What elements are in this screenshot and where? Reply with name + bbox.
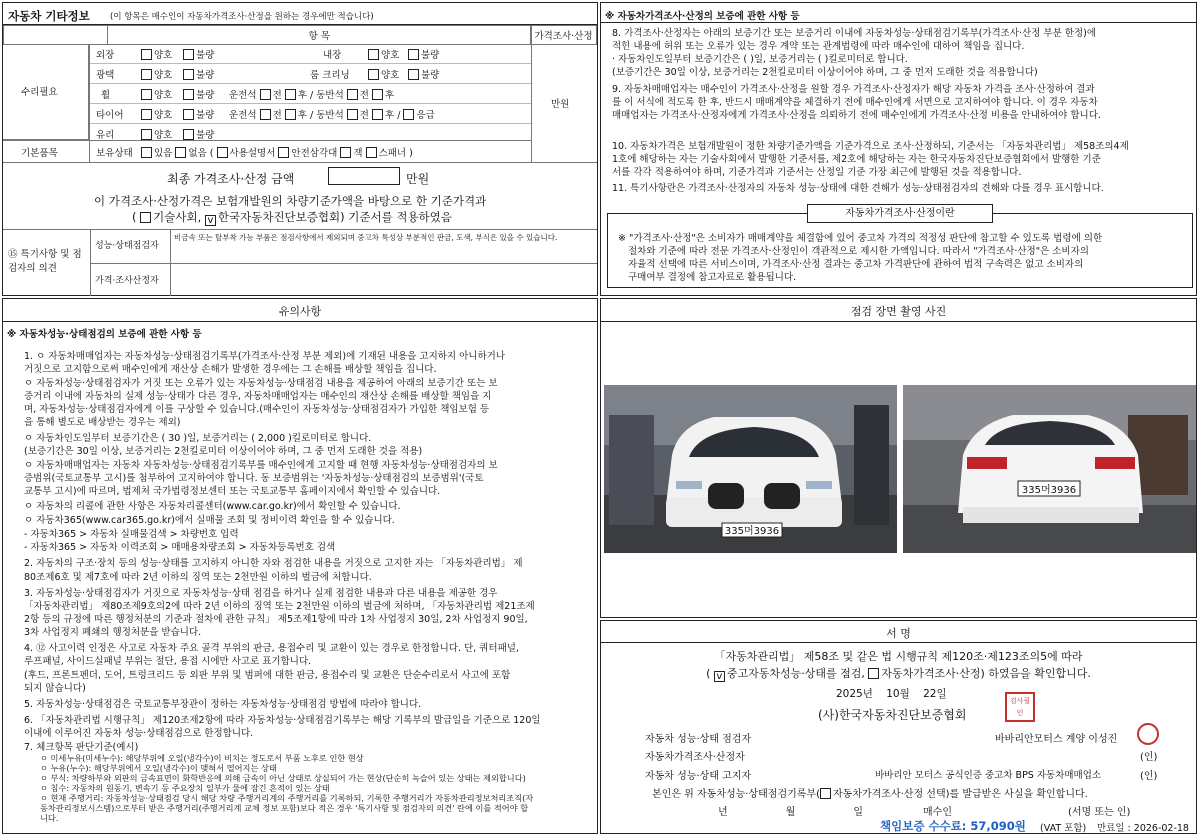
other-info-title: 자동차 기타정보 [8, 9, 90, 23]
inspector-opinion-text: 비금속 또는 탈부착 가능 부품은 점검사항에서 제외되며 중고차 특성상 부분적인 판금, 도색, 부식은 있을 수 있습니다. [174, 233, 558, 242]
basic-item: 보유상태 [96, 148, 133, 159]
wheel-good-checkbox[interactable] [141, 89, 152, 100]
row-interior: 내장 [323, 50, 342, 61]
inspector-seal [1137, 723, 1159, 745]
final-price-input[interactable] [328, 167, 400, 185]
inspector-row: 자동차 성능·상태 점검자 [645, 734, 752, 745]
row-tire: 타이어 [96, 110, 124, 121]
exterior-bad-checkbox[interactable] [183, 49, 194, 60]
appraiser-opinion-label: 가격·조사산정자 [95, 276, 159, 286]
rear-car-photo [903, 385, 1196, 553]
tire-emergency-checkbox[interactable] [403, 109, 414, 120]
wheel-driver-front-checkbox[interactable] [260, 89, 271, 100]
interior-bad-checkbox[interactable] [408, 49, 419, 60]
receipt-price-checkbox[interactable] [820, 788, 831, 799]
appraiser-row: 자동차가격조사·산정자 [645, 752, 745, 763]
row-glass: 유리 [96, 130, 115, 141]
receipt-line: 본인은 위 자동차성능·상태점검기록부( 자동차가격조사·산정 선택)를 발급받은 사실을 확인합니다. [652, 789, 1088, 800]
gloss-bad-checkbox[interactable] [183, 69, 194, 80]
triangle-checkbox[interactable] [278, 147, 289, 158]
tire-good-checkbox[interactable] [141, 109, 152, 120]
photo-title: 점검 장면 촬영 사진 [850, 305, 947, 318]
basic-has-checkbox[interactable] [141, 147, 152, 158]
exterior-good-checkbox[interactable] [141, 49, 152, 60]
appraiser-seal-mark: (인) [1140, 752, 1158, 763]
org-seal: 검사필인 [1005, 692, 1035, 722]
price-check-checkbox[interactable] [868, 668, 879, 679]
opinion-label: ⑮ 특기사항 및 점검자의 의견 [8, 249, 82, 274]
fee-label: 책임보증 수수료: 57,090원 [880, 819, 1026, 833]
expiry-date: 만료일 : 2026-02-18 [1097, 823, 1189, 834]
wheel-driver-rear-checkbox[interactable] [285, 89, 296, 100]
jack-checkbox[interactable] [340, 147, 351, 158]
check-line: ( v 중고자동차성능·상태를 점검, 자동차가격조사·산정) 하였음을 확인합니다. [706, 667, 1091, 682]
basis-line2: ( 기술사회, v 한국자동차진단보증협회) 기준서를 적용하였음 [132, 210, 452, 226]
gloss-good-checkbox[interactable] [141, 69, 152, 80]
sign-date: 2025년 10월 22일 [836, 688, 947, 700]
row-gloss: 광택 [96, 70, 115, 81]
col-price-header: 가격조사·산정 [531, 26, 597, 45]
wheel-passenger-rear-checkbox[interactable] [372, 89, 383, 100]
def-title: 자동차가격조사·산정이란 [807, 204, 993, 223]
glass-bad-checkbox[interactable] [183, 129, 194, 140]
rear-plate-text: 335머3936 [1021, 485, 1077, 496]
law-line: 「자동차관리법」 제58조 및 같은 법 시행규칙 제120조·제123조의5에 따라 [714, 650, 1083, 663]
room-clean-bad-checkbox[interactable] [408, 69, 419, 80]
basic-none-checkbox[interactable] [175, 147, 186, 158]
other-info-table [3, 25, 597, 45]
basis-opt1-checkbox[interactable] [140, 212, 151, 223]
wheel-passenger-front-checkbox[interactable] [347, 89, 358, 100]
notifier-name: 바바리안 모터스 공식인증 중고차 BPS 자동차매매업소 [875, 770, 1102, 781]
price-guarantee-title: ※ 자동차가격조사·산정의 보증에 관한 사항 등 [605, 11, 800, 22]
org-name: (사)한국자동차진단보증협회 [818, 708, 967, 722]
col-item-header: 항 목 [108, 26, 531, 45]
final-price-unit: 만원 [406, 172, 430, 186]
room-clean-good-checkbox[interactable] [368, 69, 379, 80]
other-info-note: (이 항목은 매수인이 자동차가격조사·산정을 원하는 경우에만 적습니다) [110, 12, 374, 22]
basis-opt2-checkbox[interactable]: v [205, 215, 216, 226]
basic-label: 기본품목 [21, 148, 58, 159]
repair-rows: 수리필요 만원 외장 양호 불량 내장 양호 불량 광택 양호 불량 룸 크리닝 양호 불량 휠 양호 불량 운전석 전 후 / 동반석 전 후 타이어 양호 불량 운전석 전 후 / 동반석 전 후 / 응급 유리 양호 불량 기본품목 보유상태 있음 없음 ( 사용설명서 안전삼각대 잭 스패너 ) [3, 44, 597, 164]
manual-checkbox[interactable] [217, 147, 228, 158]
tire-passenger-front-checkbox[interactable] [347, 109, 358, 120]
tire-driver-front-checkbox[interactable] [260, 109, 271, 120]
buyer-row: 년 월 일 매수인 [718, 807, 952, 818]
row-exterior: 외장 [96, 50, 115, 61]
front-car-photo [604, 385, 897, 553]
repair-label: 수리필요 [21, 87, 58, 98]
notifier-row: 자동차 성능·상태 고지자 [645, 771, 752, 782]
inspector-opinion-label: 성능·상태점검자 [95, 241, 159, 251]
wheel-bad-checkbox[interactable] [183, 89, 194, 100]
fee-note: (VAT 포함) [1040, 823, 1087, 834]
notifier-seal-mark: (인) [1140, 771, 1158, 782]
spanner-checkbox[interactable] [366, 147, 377, 158]
interior-good-checkbox[interactable] [368, 49, 379, 60]
tire-bad-checkbox[interactable] [183, 109, 194, 120]
notes-subtitle: ※ 자동차성능·상태점검의 보증에 관한 사항 등 [7, 329, 202, 340]
tire-driver-rear-checkbox[interactable] [285, 109, 296, 120]
basis-line1: 이 가격조사·산정가격은 보험개발원의 차량기준가액을 바탕으로 한 기준가격과 [94, 194, 487, 208]
buyer-sign: (서명 또는 인) [1068, 807, 1131, 818]
notes-title: 유의사항 [278, 305, 322, 318]
final-price-label: 최종 가격조사·산정 금액 [167, 172, 295, 186]
perf-check-checkbox[interactable]: v [714, 671, 725, 682]
glass-good-checkbox[interactable] [141, 129, 152, 140]
front-plate-text: 335머3936 [724, 526, 780, 537]
row-wheel: 휠 [101, 90, 111, 101]
inspector-name: 바바리안모터스 계양 이성진 [995, 734, 1118, 745]
tire-passenger-rear-checkbox[interactable] [372, 109, 383, 120]
row-room-clean: 룸 크리닝 [310, 70, 350, 81]
price-unit: 만원 [551, 99, 570, 110]
signature-title: 서 명 [886, 627, 911, 640]
